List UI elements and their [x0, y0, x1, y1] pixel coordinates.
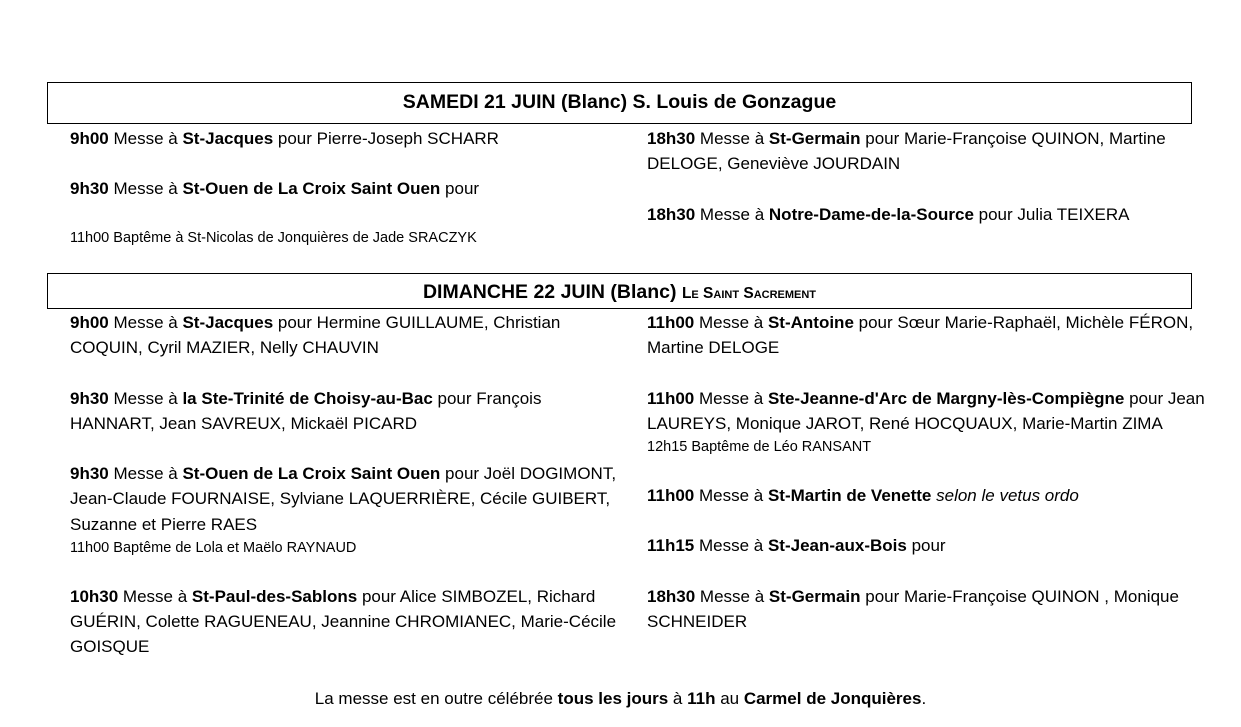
mass-time: 9h00 — [70, 129, 109, 148]
mass-verb: Messe à — [108, 313, 183, 332]
footer-text: . — [921, 689, 927, 708]
mass-intentions: pour François HANNART, Jean SAVREUX, Mickaël PICARD — [70, 388, 542, 433]
mass-rite: selon le vetus ordo — [936, 486, 1079, 505]
saturday-left-column — [70, 126, 630, 274]
footer-emphasis: 11h — [687, 689, 716, 708]
mass-place: St-Jacques — [182, 129, 274, 148]
mass-entry — [647, 202, 1207, 227]
mass-entry — [70, 461, 630, 537]
mass-intentions: pour Marie-Françoise QUINON , Monique SCHNEIDER — [647, 586, 1179, 631]
mass-intentions: pour Pierre-Joseph SCHARR — [273, 129, 499, 148]
mass-intentions: pour Julia TEIXERA — [973, 204, 1130, 224]
mass-time: 9h30 — [70, 388, 109, 408]
mass-time: 9h30 — [70, 464, 109, 484]
mass-entry — [647, 483, 1207, 508]
mass-place: St-Germain — [768, 129, 861, 148]
mass-intentions: pour Joël DOGIMONT, Jean-Claude FOURNAISE, Sylviane LAQUERRIÈRE, Cécile GUIBERT, Suzanne et Pierre RAES — [70, 464, 617, 534]
mass-time: 18h30 — [647, 129, 696, 148]
mass-time: 9h00 — [70, 313, 109, 332]
footer-emphasis: tous les jours — [557, 689, 669, 708]
mass-intentions: pour Jean LAUREYS, Monique JAROT, René HOCQUAUX, Marie-Martin ZIMA — [647, 388, 1205, 433]
sunday-right-column — [647, 310, 1207, 659]
mass-place: Ste-Jeanne-d'Arc de Margny-lès-Compiègne — [767, 388, 1125, 408]
mass-verb: Messe à — [695, 586, 769, 606]
mass-place: St-Antoine — [767, 313, 854, 332]
mass-place: St-Ouen de La Croix Saint Ouen — [182, 179, 441, 199]
mass-entry — [70, 126, 630, 151]
mass-time: 11h00 — [647, 388, 695, 408]
mass-verb: Messe à — [108, 464, 183, 484]
footer-emphasis: Carmel de Jonquières — [743, 689, 922, 708]
mass-place: St-Germain — [768, 586, 861, 606]
saturday-right-column — [647, 126, 1207, 252]
mass-verb: Messe à — [694, 388, 768, 408]
mass-entry — [647, 126, 1207, 176]
footer-text: au — [715, 689, 744, 708]
mass-entry — [647, 533, 1207, 558]
footer-text: à — [668, 689, 688, 708]
mass-intentions: pour Alice SIMBOZEL, Richard GUÉRIN, Colette RAGUENEAU, Jeannine CHROMIANEC, Marie-Cécile GOISQUE — [70, 586, 617, 657]
mass-place: St-Ouen de La Croix Saint Ouen — [182, 464, 441, 484]
sunday-header-feast: Le Saint Sacrement — [681, 285, 817, 302]
mass-verb: Messe à — [695, 129, 769, 148]
mass-intentions: pour — [440, 179, 480, 199]
mass-verb: Messe à — [108, 129, 183, 148]
mass-entry — [647, 386, 1207, 436]
mass-time: 9h30 — [70, 179, 109, 199]
mass-time: 18h30 — [647, 586, 696, 606]
mass-verb: Messe à — [108, 179, 183, 199]
sunday-left-column — [70, 310, 630, 685]
baptism-note: 11h00 Baptême à St-Nicolas de Jonquières de Jade SRACZYK — [70, 229, 477, 246]
footer-note — [0, 686, 1241, 711]
saturday-header: SAMEDI 21 JUIN (Blanc) S. Louis de Gonzague — [47, 82, 1192, 124]
sunday-header-main: DIMANCHE 22 JUIN (Blanc) — [422, 281, 682, 303]
mass-verb: Messe à — [694, 313, 768, 332]
mass-place: St-Jean-aux-Bois — [767, 536, 907, 556]
mass-verb: Messe à — [694, 536, 768, 556]
mass-verb: Messe à — [695, 204, 769, 224]
mass-entry — [647, 310, 1207, 360]
mass-intentions: pour Hermine GUILLAUME, Christian COQUIN, Cyril MAZIER, Nelly CHAUVIN — [70, 313, 561, 358]
mass-intentions: pour Marie-Françoise QUINON, Martine DELOGE, Geneviève JOURDAIN — [647, 129, 1166, 174]
mass-verb: Messe à — [108, 388, 183, 408]
mass-time: 11h00 — [647, 313, 695, 332]
mass-entry — [70, 584, 630, 660]
mass-time: 11h15 — [647, 536, 695, 556]
baptism-note: 11h00 Baptême de Lola et Maëlo RAYNAUD — [70, 539, 357, 556]
footer-text: La messe est en outre célébrée — [314, 689, 558, 708]
sunday-header — [47, 273, 1192, 309]
mass-entry — [70, 310, 630, 360]
mass-time: 10h30 — [70, 586, 119, 606]
mass-time: 11h00 — [647, 486, 695, 505]
mass-entry — [647, 584, 1207, 634]
mass-place: Notre-Dame-de-la-Source — [768, 204, 974, 224]
mass-intentions: pour Sœur Marie-Raphaël, Michèle FÉRON, Martine DELOGE — [647, 313, 1194, 358]
mass-place: St-Martin de Venette — [767, 486, 932, 505]
mass-verb: Messe à — [118, 586, 192, 606]
baptism-note: 12h15 Baptême de Léo RANSANT — [647, 439, 872, 455]
mass-verb: Messe à — [694, 486, 768, 505]
mass-entry — [70, 386, 630, 436]
mass-intentions: pour — [906, 536, 946, 556]
mass-place: la Ste-Trinité de Choisy-au-Bac — [182, 388, 433, 408]
mass-place: St-Paul-des-Sablons — [191, 586, 358, 606]
mass-time: 18h30 — [647, 204, 696, 224]
mass-place: St-Jacques — [182, 313, 274, 332]
mass-entry — [70, 176, 630, 201]
